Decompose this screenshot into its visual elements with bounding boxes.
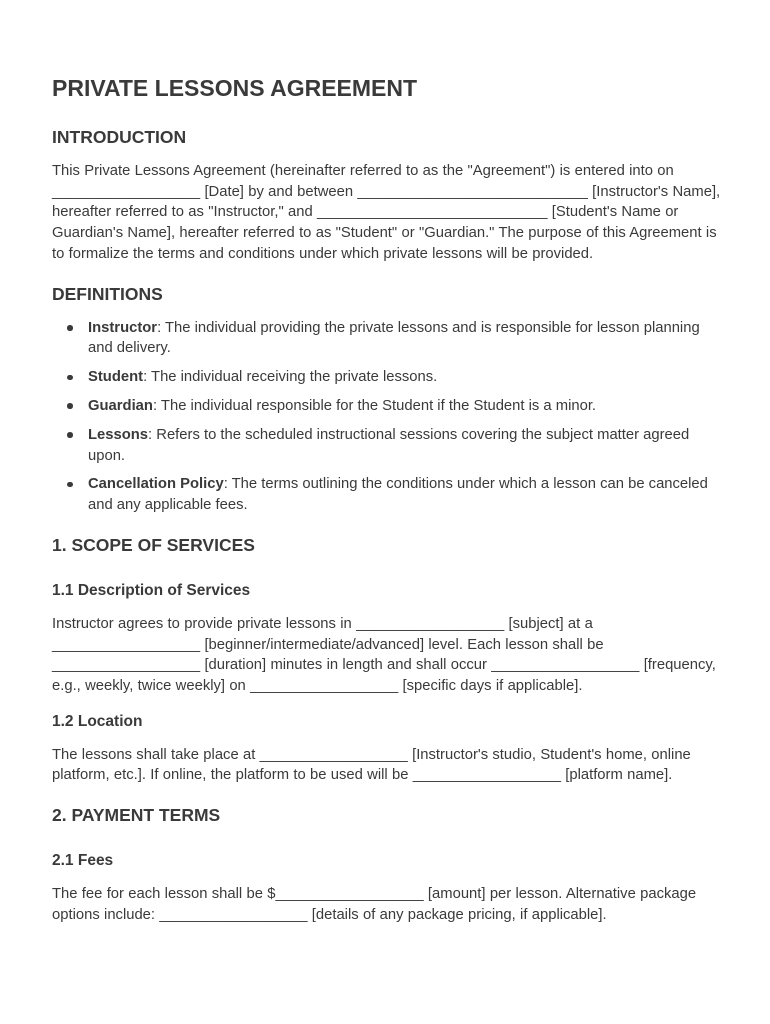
definition-text: : The individual receiving the private lessons. [143,369,438,386]
definition-term: Cancellation Policy [88,476,224,493]
definition-term: Lessons [88,426,149,443]
definition-term: Instructor [88,319,158,336]
location-paragraph: The lessons shall take place at __________________ [Instructor's studio, Student's home, online platform, etc.]. If online, the platform to be used will be __________________ [platform name]. [52,746,691,784]
section-heading-scope-of-services: 1. SCOPE OF SERVICES [52,534,255,555]
section-heading-definitions: DEFINITIONS [52,283,163,304]
definition-item-instructor [88,318,722,360]
definition-text: : The individual providing the private lessons and is responsible for lesson planning and delivery. [88,319,700,357]
definition-text: : The individual responsible for the Student if the Student is a minor. [152,397,597,414]
fees-paragraph: The fee for each lesson shall be $__________________ [amount] per lesson. Alternative package options include: __________________ [details of any package pricing, if applicable]. [52,886,697,923]
definition-item-student [88,367,722,388]
definition-term: Student [88,369,144,386]
definitions-list [52,318,722,516]
section-heading-payment-terms: 2. PAYMENT TERMS [52,805,221,826]
definition-item-cancellation-policy [88,474,722,516]
document-title: PRIVATE LESSONS AGREEMENT [52,75,418,101]
subsection-heading-location: 1.2 Location [52,712,143,730]
description-of-services-paragraph: Instructor agrees to provide private lessons in __________________ [subject] at a __________________ [beginner/intermediate/advanced] level. Each lesson shall be __________________ [duration] minutes in length and shall occur __________________ [frequency, e.g., weekly, twice weekly] on __________________ [specific days if applicable]. [52,615,716,694]
definition-term: Guardian [88,397,153,414]
definition-item-guardian [88,396,722,417]
section-heading-introduction: INTRODUCTION [52,127,187,147]
definition-text: : The terms outlining the conditions under which a lesson can be canceled and any applicable fees. [88,476,708,514]
definition-text: : Refers to the scheduled instructional sessions covering the subject matter agreed upon. [88,426,690,464]
definition-item-lessons [88,425,722,467]
subsection-heading-description-of-services: 1.1 Description of Services [52,581,251,599]
subsection-heading-fees: 2.1 Fees [52,852,114,870]
introduction-paragraph: This Private Lessons Agreement (hereinafter referred to as the "Agreement") is entered into on __________________ [Date] by and between ____________________________ [Instructor's Name], hereafter referred to as "Instructor," and ____________________________ [Student's Name or Guardian's Name], hereafter referred to as "Student" or "Guardian." The purpose of this Agreement is to formalize the terms and conditions under which private lessons will be provided. [52,163,721,262]
